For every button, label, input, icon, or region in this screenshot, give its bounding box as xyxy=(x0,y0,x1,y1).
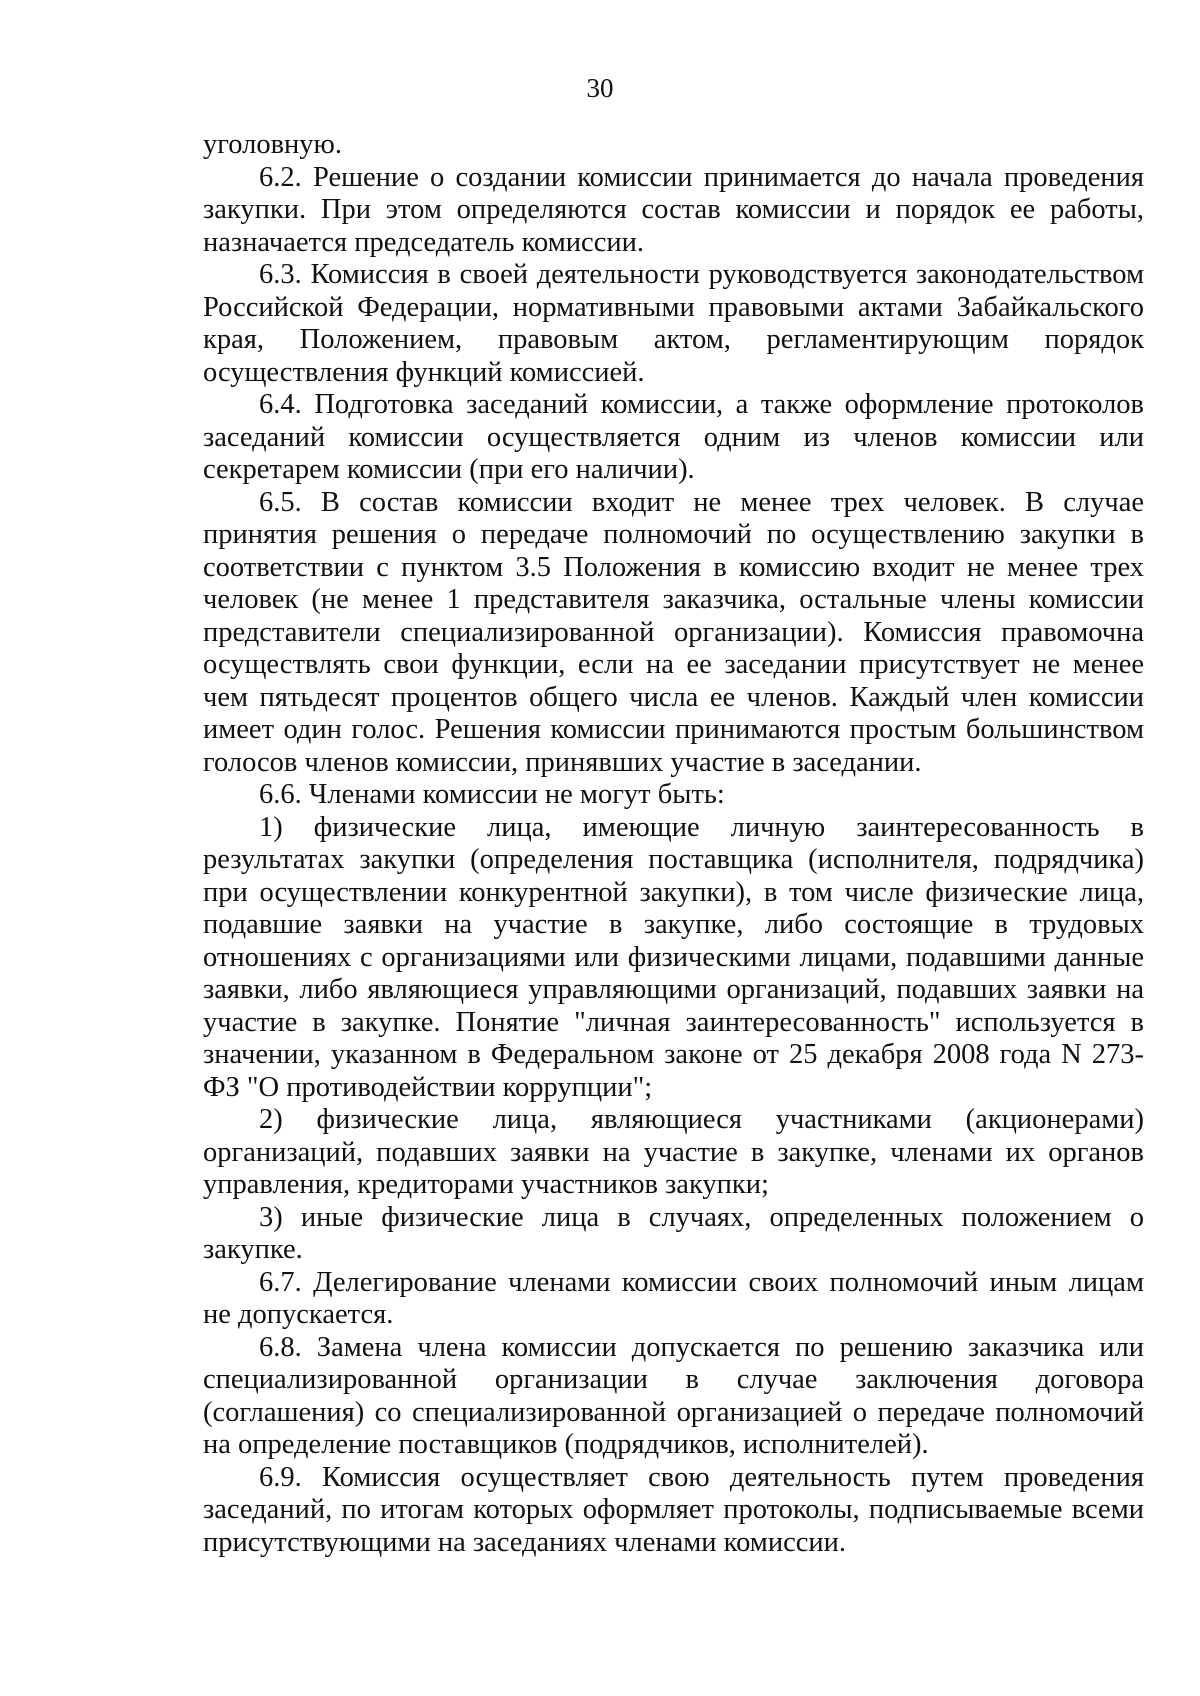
paragraph-6-5: 6.5. В состав комиссии входит не менее трех человек. В случае принятия решения о передаче полномочий по осуществлению закупки в соответствии с пунктом 3.5 Положения в комиссию входит не менее трех человек (не менее 1 представителя заказчика, остальные члены комиссии представители специализированной организации). Комиссия правомочна осуществлять свои функции, если на ее заседании присутствует не менее чем пятьдесят процентов общего числа ее членов. Каждый член комиссии имеет один голос. Решения комиссии принимаются простым большинством голосов членов комиссии, принявших участие в заседании. xyxy=(203,486,1144,778)
paragraph-6-8: 6.8. Замена члена комиссии допускается по решению заказчика или специализированной организации в случае заключения договора (соглашения) со специализированной организацией о передаче полномочий на определение поставщиков (подрядчиков, исполнителей). xyxy=(203,1331,1144,1460)
paragraph-6-4: 6.4. Подготовка заседаний комиссии, а также оформление протоколов заседаний комиссии осуществляется одним из членов комиссии или секретарем комиссии (при его наличии). xyxy=(203,389,1144,485)
paragraph-6-7: 6.7. Делегирование членами комиссии своих полномочий иным лицам не допускается. xyxy=(203,1266,1144,1330)
paragraph-6-6: 6.6. Членами комиссии не могут быть: xyxy=(259,779,725,810)
list-item-1: 1) физические лица, имеющие личную заинтересованность в результатах закупки (определения поставщика (исполнителя, подрядчика) при осуществлении конкурентной закупки), в том числе физические лица, подавшие заявки на участие в закупке, либо состоящие в трудовых отношениях с организациями или физическими лицами, подавшими данные заявки, либо являющиеся управляющими организаций, подавших заявки на участие в закупке. Понятие "личная заинтересованность" используется в значении, указанном в Федеральном законе от 25 декабря 2008 года N 273-ФЗ "О противодействии коррупции"; xyxy=(203,811,1144,1103)
paragraph-6-2: 6.2. Решение о создании комиссии принимается до начала проведения закупки. При этом определяются состав комиссии и порядок ее работы, назначается председатель комиссии. xyxy=(203,161,1144,258)
paragraph-6-9: 6.9. Комиссия осуществляет свою деятельность путем проведения заседаний, по итогам которых оформляет протоколы, подписываемые всеми присутствующими на заседаниях членами комиссии. xyxy=(203,1461,1144,1558)
paragraph-continuation: уголовную. xyxy=(203,129,342,160)
paragraph-6-3: 6.3. Комиссия в своей деятельности руководствуется законодательством Российской Федерации, нормативными правовыми актами Забайкальского края, Положением, правовым актом, регламентирующим порядок осуществления функций комиссией. xyxy=(203,259,1144,388)
page-number: 30 xyxy=(586,73,614,103)
list-item-3: 3) иные физические лица в случаях, определенных положением о закупке. xyxy=(203,1201,1144,1265)
document-body xyxy=(203,129,1144,1559)
list-item-2: 2) физические лица, являющиеся участниками (акционерами) организаций, подавших заявки на участие в закупке, членами их органов управления, кредиторами участников закупки; xyxy=(203,1104,1144,1200)
